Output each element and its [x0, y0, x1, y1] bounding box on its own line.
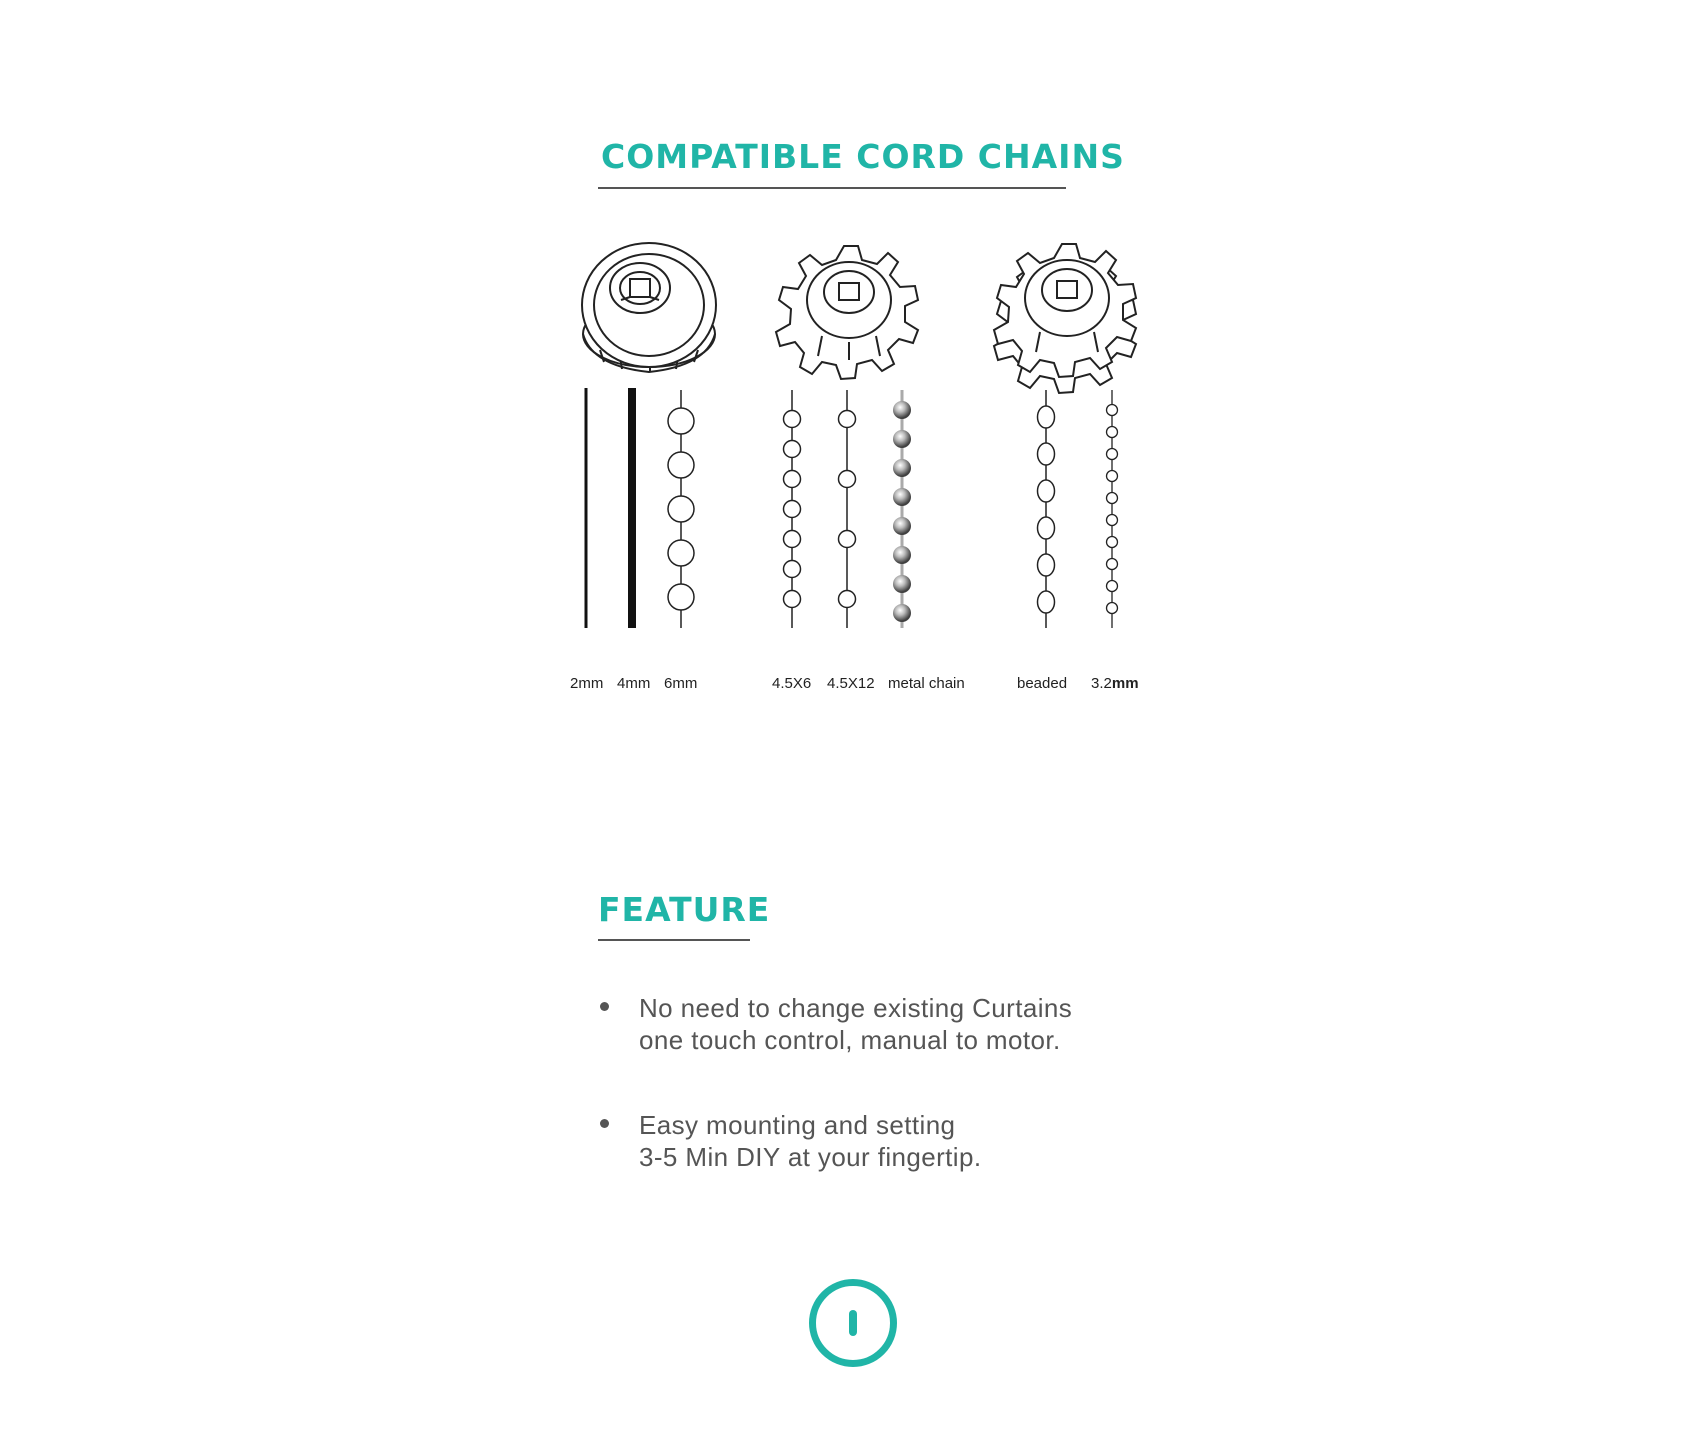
- feature-line: Easy mounting and setting: [639, 1110, 956, 1140]
- double-gear-pulley-icon: [994, 244, 1136, 393]
- gear-pulley-icon: [776, 246, 918, 379]
- label-metal-chain: metal chain: [888, 675, 965, 692]
- feature-line: 3-5 Min DIY at your fingertip.: [639, 1142, 982, 1172]
- compatible-cord-chains-title: COMPATIBLE CORD CHAINS: [601, 137, 1125, 176]
- feature-list: [598, 992, 1072, 1226]
- power-icon[interactable]: [809, 1279, 897, 1367]
- feature-underline: [598, 939, 750, 941]
- chain-6mm: [668, 390, 694, 628]
- bullet-icon: [600, 1119, 609, 1128]
- label-4.5x12: 4.5X12: [827, 675, 875, 692]
- label-mm-unit: mm: [1111, 675, 1139, 692]
- label-6mm: 6mm: [664, 675, 698, 692]
- label-3.2-value: 3.2: [1091, 675, 1112, 692]
- label-4mm: 4mm: [617, 675, 651, 692]
- feature-line: one touch control, manual to motor.: [639, 1025, 1061, 1055]
- feature-item: [598, 992, 1072, 1056]
- label-beaded: beaded: [1017, 675, 1068, 692]
- feature-item: [598, 1109, 1072, 1173]
- bullet-icon: [600, 1002, 609, 1011]
- round-pulley-icon: [582, 243, 716, 372]
- power-icon-bar: [849, 1310, 857, 1336]
- feature-line: No need to change existing Curtains: [639, 993, 1073, 1023]
- chain-4.5x12: [839, 390, 856, 628]
- label-2mm: 2mm: [570, 675, 604, 692]
- label-3.2mm: [1091, 676, 1139, 691]
- metal-chain: [893, 390, 911, 628]
- chain-4.5x6: [784, 390, 801, 628]
- beaded-chain: [1038, 390, 1055, 628]
- chain-3.2mm: [1107, 390, 1118, 628]
- label-4.5x6: 4.5X6: [772, 675, 812, 692]
- cord-chains-illustration: [0, 0, 1700, 720]
- feature-title: FEATURE: [598, 890, 771, 929]
